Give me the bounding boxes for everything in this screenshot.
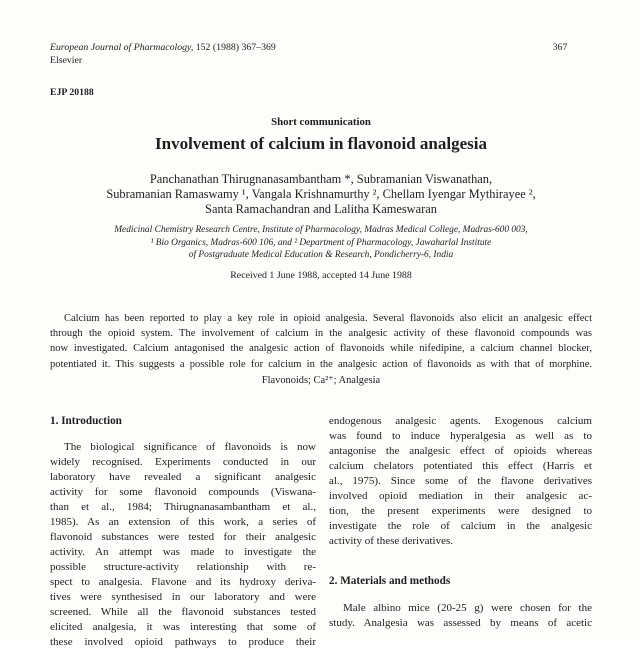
- text-line: tion, the present experiments were designed to: [329, 505, 592, 517]
- text-line: al., 1975). Since some of the flavone derivatives: [329, 475, 592, 487]
- text-line: of Postgraduate Medical Education & Research, Pondicherry-6, India: [188, 250, 454, 261]
- text-line: Santa Ramachandran and Lalitha Kameswaran: [205, 202, 437, 216]
- text-line: The biological significance of flavonoids is now: [64, 441, 316, 453]
- text-line: was found to induce hyperalgesia as well as to: [329, 430, 592, 442]
- affiliation-block: [50, 224, 592, 262]
- text-line: involved opioid mediation in their analgesic ac-: [329, 490, 592, 502]
- text-line: widely recognised. Experiments conducted in our: [50, 456, 316, 468]
- text-line: now investigated. Calcium antagonised the analgesic action of flavonoids while nifedipine, a calcium channel blocker,: [50, 343, 592, 355]
- article-code: EJP 20188: [50, 87, 94, 98]
- publisher-name: Elsevier: [50, 55, 83, 66]
- left-column: [50, 414, 316, 650]
- text-line: spect to analgesia. Flavone and its hydroxy deriva-: [50, 576, 316, 588]
- text-line: activity. An attempt was made to investigate the: [50, 546, 316, 558]
- right-column: [329, 414, 592, 631]
- text-line: antagonise the analgesic effect of opioids whereas: [329, 445, 592, 457]
- received-dates: Received 1 June 1988, accepted 14 June 1988: [230, 270, 412, 281]
- text-line: investigate the role of calcium in the analgesic: [329, 520, 592, 532]
- text-line: possible structure-activity relationship with re-: [50, 561, 316, 573]
- intro-paragraph-continued: [329, 414, 592, 549]
- text-line: through the opioid system. The involvement of calcium in the analgesic activity of these flavonoid compounds was: [50, 328, 592, 340]
- text-line: endogenous analgesic agents. Exogenous calcium: [329, 415, 592, 427]
- text-line: than et al., 1984; Thirugnanasambantham et al.,: [50, 501, 316, 513]
- journal-header-line: [50, 42, 520, 53]
- keywords-line: Flavonoids; Ca²⁺; Analgesia: [261, 375, 381, 386]
- text-line: Calcium has been reported to play a key role in opioid analgesia. Several flavonoids also elicit an analgesic effect: [64, 313, 592, 324]
- text-line: Medicinal Chemistry Research Centre, Institute of Pharmacology, Madras Medical College, Madras-600 003,: [114, 225, 528, 235]
- text-line: 1985). As an extension of this work, a series of: [50, 516, 316, 528]
- article-title: Involvement of calcium in flavonoid analgesia: [155, 134, 487, 153]
- text-line: Male albino mice (20-25 g) were chosen for the: [343, 602, 592, 614]
- text-line: calcium chelators potentiated this effect (Harris et: [329, 460, 592, 472]
- journal-name: European Journal of Pharmacology,: [50, 42, 194, 53]
- text-line: flavonoid substances were tested for their analgesic: [50, 531, 316, 543]
- text-line: laboratory have revealed a significant analgesic: [50, 471, 316, 483]
- page-number: 367: [552, 42, 568, 53]
- author-list: [50, 172, 592, 217]
- intro-paragraph: [50, 440, 316, 650]
- text-line: ¹ Bio Organics, Madras-600 106, and ² Department of Pharmacology, Jawaharlal Institute: [150, 237, 492, 248]
- text-line: tives were synthesised in our laboratory and were: [50, 591, 316, 603]
- methods-heading: 2. Materials and methods: [329, 575, 451, 587]
- intro-heading: 1. Introduction: [50, 415, 122, 427]
- abstract-paragraph: [50, 311, 592, 372]
- text-line: screened. While all the flavonoid substances tested: [50, 606, 316, 618]
- text-line: activity of these derivatives.: [329, 535, 454, 547]
- section-label: Short communication: [271, 116, 371, 128]
- journal-volume-issue: 152 (1988) 367–369: [193, 42, 276, 53]
- text-line: activity for some flavonoid compounds (Viswana-: [50, 486, 316, 498]
- text-line: study. Analgesia was assessed by means of acetic: [329, 617, 592, 629]
- text-line: elicited analgesia, it was interesting that some of: [50, 621, 316, 633]
- text-line: potentiated it. This suggests a possible role for calcium in the analgesic action of flavonoids as with that of morphine.: [50, 358, 592, 370]
- text-line: Subramanian Ramaswamy ¹, Vangala Krishnamurthy ², Chellam Iyengar Mythirayee ²,: [106, 187, 536, 201]
- methods-paragraph: [329, 601, 592, 631]
- text-line: Panchanathan Thirugnanasambantham *, Subramanian Viswanathan,: [149, 172, 493, 186]
- text-line: these involved opioid pathways to produce their: [50, 636, 316, 648]
